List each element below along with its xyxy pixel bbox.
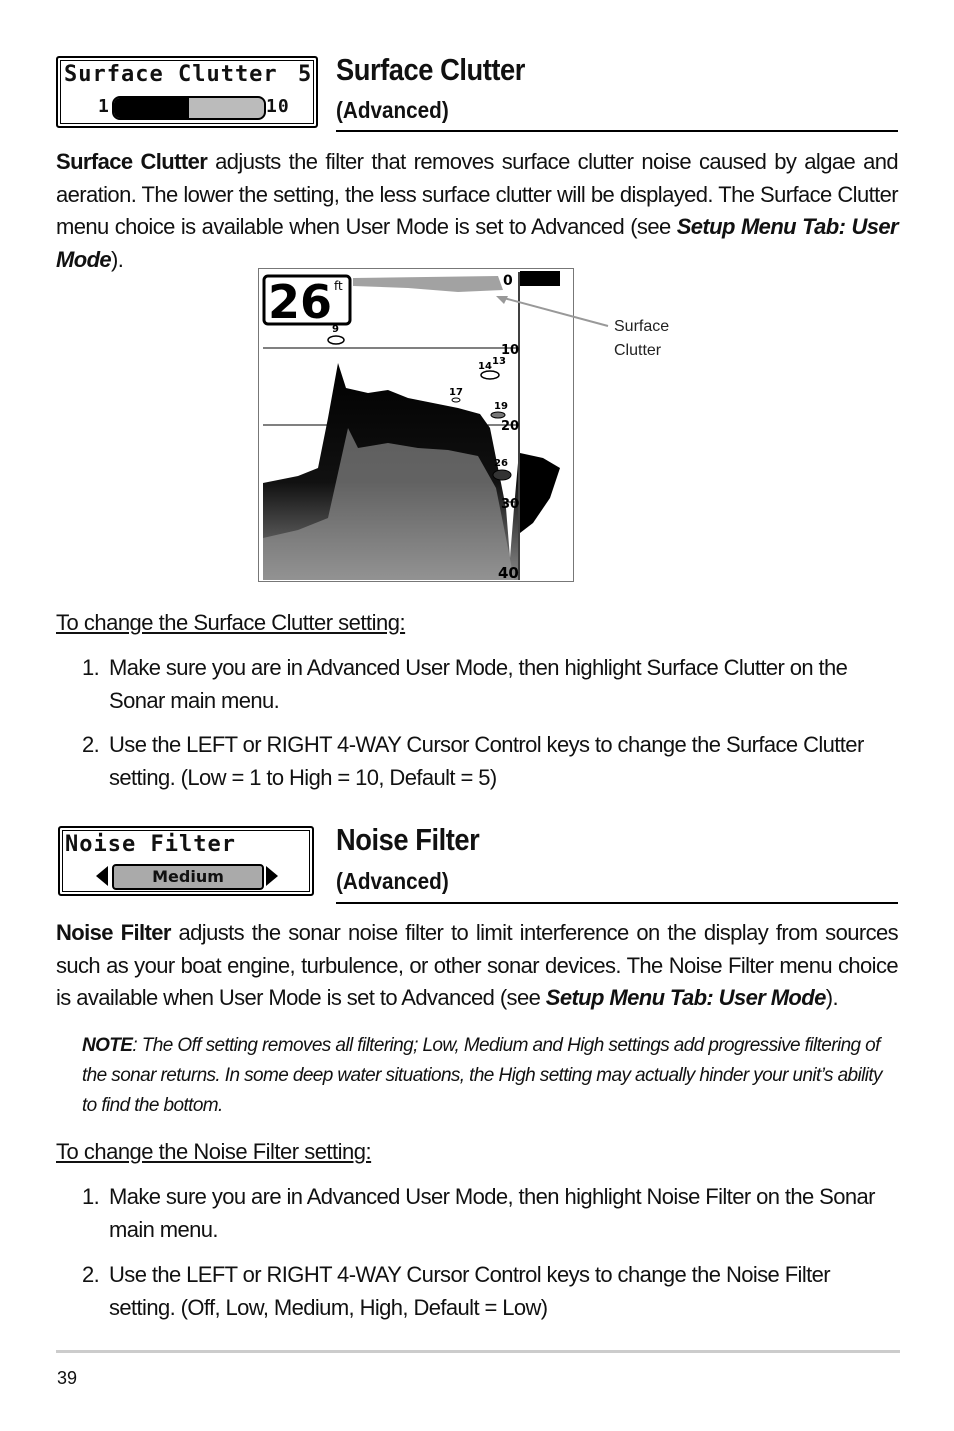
fish-depth-label: 26 — [494, 458, 508, 469]
callout-label-line2: Clutter — [614, 342, 662, 359]
noise-filter-value-box — [112, 864, 264, 890]
step-text: Use the LEFT or RIGHT 4-WAY Cursor Control keys to change the Noise Filter setting. (Off, Low, Medium, High, Default = Low) — [109, 1262, 830, 1320]
surface-clutter-widget-title: Surface Clutter — [64, 62, 278, 87]
right-arrow-icon — [266, 866, 278, 886]
fish-icon — [491, 412, 505, 418]
page-number: 39 — [57, 1368, 78, 1388]
noise-filter-subheading: (Advanced) — [336, 868, 449, 894]
step-text: Make sure you are in Advanced User Mode, then highlight Noise Filter on the Sonar main menu. — [109, 1184, 875, 1242]
noise-filter-change-heading: To change the Noise Filter setting: — [56, 1139, 372, 1164]
note-text: : The Off setting removes all filtering; Low, Medium and High settings add progressive filtering of the sonar returns. In some deep water situations, the High setting may actually hinder your unit’s ability to find the bottom. — [82, 1035, 882, 1116]
callout-label-line1: Surface — [614, 318, 670, 335]
surface-clutter-slider — [112, 96, 266, 120]
fish-depth-label: 13 — [492, 356, 506, 367]
noise-filter-paragraph — [56, 917, 898, 1015]
fish-icon — [493, 470, 511, 480]
surface-clutter-paragraph — [56, 146, 898, 276]
noise-filter-para-bold: Noise Filter — [56, 920, 171, 945]
noise-filter-rule — [336, 902, 898, 904]
scale-label: 10 — [501, 343, 520, 358]
surface-clutter-widget-value: 5 — [298, 62, 313, 87]
left-arrow-icon — [96, 866, 108, 886]
fish-depth-label: 17 — [449, 387, 463, 398]
fish-depth-label: 19 — [494, 401, 508, 412]
noise-filter-para-end: ). — [825, 985, 838, 1010]
surface-clutter-para-end: ). — [111, 246, 124, 272]
surface-clutter-widget-min: 1 — [98, 96, 110, 117]
surface-clutter-para-ref: Setup Menu Tab: User Mode — [56, 214, 898, 272]
digital-depth: 26 — [268, 275, 333, 329]
scale-label: 20 — [501, 419, 520, 434]
step-text: Use the LEFT or RIGHT 4-WAY Cursor Control keys to change the Surface Clutter setting. (Low = 1 to High = 10, Default = 5) — [109, 732, 864, 790]
digital-depth-unit: ft — [334, 279, 343, 293]
step-number: 1. — [82, 655, 100, 680]
surface-clutter-heading: Surface Clutter — [336, 52, 525, 87]
surface-clutter-block — [520, 271, 560, 286]
surface-clutter-change-heading: To change the Surface Clutter setting: — [56, 610, 406, 635]
surface-clutter-subheading: (Advanced) — [336, 97, 449, 123]
surface-clutter-para-text: adjusts the filter that removes surface clutter noise caused by algae and aeration. The lower the setting, the less surface clutter will be displayed. The Surface Clutter menu choice is available when User Mode is set to Advanced (see — [56, 149, 898, 239]
noise-filter-widget — [58, 826, 314, 896]
sonar-figure — [258, 268, 678, 584]
noise-filter-heading: Noise Filter — [336, 822, 480, 857]
scale-label: 30 — [501, 497, 520, 512]
step-number: 1. — [82, 1184, 100, 1209]
step-number: 2. — [82, 732, 100, 757]
surface-clutter-rule — [336, 130, 898, 132]
surface-clutter-para-bold: Surface Clutter — [56, 149, 208, 174]
step-text: Make sure you are in Advanced User Mode, then highlight Surface Clutter on the Sonar main menu. — [109, 655, 848, 713]
step-number: 2. — [82, 1262, 100, 1287]
noise-filter-note — [82, 1031, 882, 1121]
noise-filter-widget-title: Noise Filter — [65, 832, 236, 857]
fish-depth-label: 9 — [332, 324, 339, 335]
noise-filter-widget-value: Medium — [152, 867, 224, 886]
fish-depth-label: 14 — [478, 361, 492, 372]
surface-clutter-widget-max: 10 — [266, 96, 290, 117]
scale-label: 40 — [498, 564, 519, 582]
surface-clutter-widget — [56, 56, 318, 128]
noise-filter-para-text: adjusts the sonar noise filter to limit interference on the display from sources such as your boat engine, turbulence, or other sonar devices. The Noise Filter menu choice is available when User Mode is set to Advanced (see — [56, 920, 898, 1010]
scale-label: 0 — [503, 273, 513, 289]
footer-rule — [56, 1350, 900, 1353]
note-label: NOTE — [82, 1035, 133, 1056]
noise-filter-para-ref: Setup Menu Tab: User Mode — [545, 985, 826, 1010]
surface-clutter-slider-fill — [114, 98, 189, 118]
